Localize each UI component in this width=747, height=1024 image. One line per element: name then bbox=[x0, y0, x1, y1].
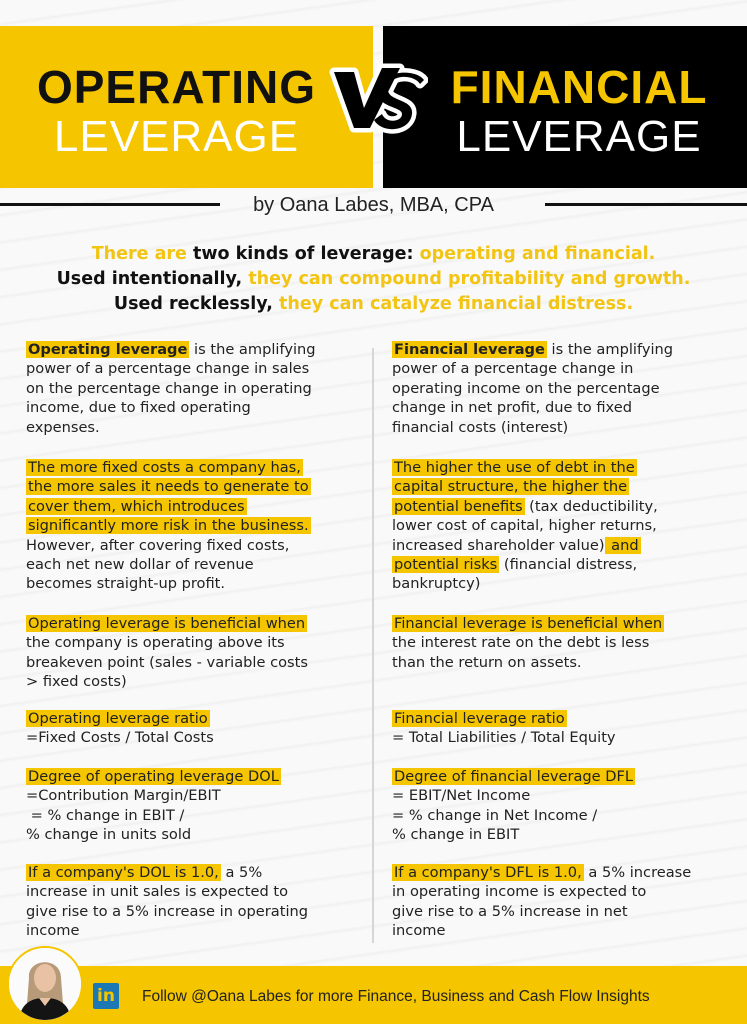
text: > fixed costs) bbox=[26, 673, 127, 691]
header-panel-financial bbox=[383, 26, 747, 188]
financial-definition bbox=[392, 340, 727, 437]
highlight-text: the more sales it needs to generate to bbox=[28, 478, 309, 496]
highlight-heading: Operating leverage ratio bbox=[28, 710, 208, 727]
intro-text: Used intentionally, bbox=[56, 269, 249, 289]
highlight-text: significantly more risk in the business. bbox=[28, 517, 309, 535]
text: operating income on the percentage bbox=[392, 379, 660, 397]
text: is the amplifying bbox=[189, 341, 316, 358]
text: income bbox=[392, 922, 446, 940]
financial-risk bbox=[392, 458, 727, 594]
operating-example bbox=[26, 863, 361, 941]
text: on the percentage change in operating bbox=[26, 379, 312, 397]
text: the interest rate on the debt is less bbox=[392, 634, 650, 652]
text: income, due to fixed operating bbox=[26, 399, 251, 417]
intro-line-3 bbox=[0, 292, 747, 317]
text: change in net profit, due to fixed bbox=[392, 399, 632, 417]
term-highlight: Operating leverage bbox=[28, 341, 188, 358]
intro-text: two kinds of leverage: bbox=[192, 244, 420, 264]
title-operating: OPERATING bbox=[36, 61, 317, 113]
text: (financial distress, bbox=[499, 556, 638, 574]
highlight-text: potential benefits bbox=[394, 497, 523, 515]
highlight-heading: Degree of operating leverage DOL bbox=[28, 768, 279, 785]
financial-ratio bbox=[392, 709, 727, 748]
operating-risk bbox=[26, 458, 361, 594]
intro-text: they can catalyze financial distress. bbox=[279, 294, 634, 314]
intro-line-2 bbox=[0, 267, 747, 292]
text: financial costs (interest) bbox=[392, 418, 569, 436]
linkedin-icon[interactable]: in bbox=[93, 983, 119, 1009]
text: each net new dollar of revenue bbox=[26, 556, 254, 574]
text: expenses. bbox=[26, 418, 100, 436]
text: income bbox=[26, 922, 80, 940]
highlight-text: cover them, which introduces bbox=[28, 497, 245, 515]
highlight-text: potential risks bbox=[394, 556, 498, 574]
text: increase in unit sales is expected to bbox=[26, 883, 289, 901]
person-photo-icon bbox=[9, 948, 81, 1020]
follow-cta[interactable]: Follow @Oana Labes for more Finance, Business and Cash Flow Insights bbox=[142, 988, 650, 1005]
text: power of a percentage change in sales bbox=[26, 360, 310, 378]
formula: =Contribution Margin/EBIT bbox=[26, 787, 221, 805]
highlight-heading: Financial leverage is beneficial when bbox=[394, 615, 663, 632]
text: power of a percentage change in bbox=[392, 360, 634, 378]
highlight-heading: Degree of financial leverage DFL bbox=[394, 768, 634, 785]
intro-text: they can compound profitability and growth. bbox=[248, 269, 691, 289]
financial-example bbox=[392, 863, 727, 941]
formula: % change in units sold bbox=[26, 826, 192, 844]
text: increased shareholder value) bbox=[392, 536, 605, 554]
text: a 5% bbox=[220, 864, 263, 881]
text: (tax deductibility, bbox=[524, 497, 658, 515]
highlight-heading: Financial leverage ratio bbox=[394, 710, 565, 727]
operating-definition bbox=[26, 340, 361, 437]
intro-line-1 bbox=[0, 242, 747, 267]
text: give rise to a 5% increase in net bbox=[392, 902, 628, 920]
text: breakeven point (sales - variable costs bbox=[26, 653, 308, 671]
highlight-heading: If a company's DOL is 1.0, bbox=[28, 864, 219, 881]
text: lower cost of capital, higher returns, bbox=[392, 517, 657, 535]
intro-statement bbox=[0, 242, 747, 317]
financial-degree bbox=[392, 767, 727, 845]
title-leverage-right: LEVERAGE bbox=[456, 112, 702, 161]
author-avatar[interactable] bbox=[7, 946, 83, 1022]
title-financial: FINANCIAL bbox=[450, 61, 708, 113]
operating-ratio bbox=[26, 709, 361, 748]
title-leverage-left: LEVERAGE bbox=[53, 112, 300, 161]
highlight-text: capital structure, the higher the bbox=[394, 478, 628, 496]
financial-beneficial bbox=[392, 614, 727, 672]
header-panel-operating bbox=[0, 26, 373, 188]
operating-degree bbox=[26, 767, 361, 845]
formula: = % change in Net Income / bbox=[392, 806, 598, 824]
formula: =Fixed Costs / Total Costs bbox=[26, 729, 214, 747]
highlight-text: The higher the use of debt in the bbox=[394, 459, 635, 476]
text: However, after covering fixed costs, bbox=[26, 536, 290, 554]
highlight-text: The more fixed costs a company has, bbox=[28, 459, 301, 476]
highlight-heading: Operating leverage is beneficial when bbox=[28, 615, 306, 632]
versus-icon bbox=[328, 62, 428, 138]
byline: by Oana Labes, MBA, CPA bbox=[253, 194, 494, 216]
formula: = % change in EBIT / bbox=[26, 806, 185, 824]
formula: = EBIT/Net Income bbox=[392, 787, 531, 805]
term-highlight: Financial leverage bbox=[394, 341, 545, 358]
text: than the return on assets. bbox=[392, 653, 582, 671]
formula: = Total Liabilities / Total Equity bbox=[392, 729, 616, 747]
text: bankruptcy) bbox=[392, 575, 481, 593]
intro-text: operating and financial. bbox=[419, 244, 656, 264]
formula: % change in EBIT bbox=[392, 826, 520, 844]
text: becomes straight-up profit. bbox=[26, 575, 226, 593]
column-divider bbox=[372, 348, 374, 943]
operating-beneficial bbox=[26, 614, 361, 692]
text: the company is operating above its bbox=[26, 634, 285, 652]
text: in operating income is expected to bbox=[392, 883, 647, 901]
highlight-text: and bbox=[606, 536, 639, 554]
text: give rise to a 5% increase in operating bbox=[26, 902, 309, 920]
intro-text: Used recklessly, bbox=[113, 294, 280, 314]
text: a 5% increase bbox=[583, 864, 692, 881]
highlight-heading: If a company's DFL is 1.0, bbox=[394, 864, 582, 881]
text: is the amplifying bbox=[546, 341, 674, 358]
intro-text: There are bbox=[91, 244, 193, 264]
